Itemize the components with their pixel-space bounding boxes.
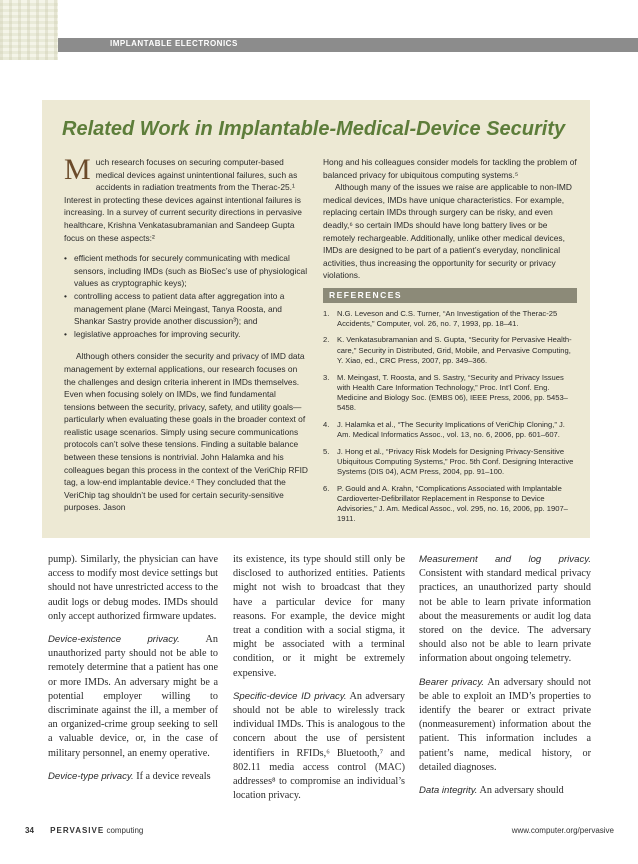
reference-item: [323, 309, 577, 329]
header-texture-overlay: [0, 0, 58, 60]
body-paragraph: [419, 784, 591, 798]
reference-item: [323, 447, 577, 478]
body-paragraph: its existence, its type should still only be disclosed to authorized entities. Patients might not wish to broadcast that they have a particular device for many reasons. For example, the device might treat a condition with a social stigma, it might be associated with a terminal condition, or it might be extremely expensive.: [233, 554, 405, 679]
body-column-2: [233, 553, 405, 812]
intro-text: uch research focuses on securing computer-based medical devices against unintentional failures, such as accidents in radiation treatments from the Therac-25.¹ Interest in protecting these devices against intentional failures is increasing. In a survey of current security directions in pervasive healthcare, Krishna Venkatasubramanian and Sandeep Gupta focus on these aspects:²: [64, 157, 302, 243]
body-paragraph: [419, 676, 591, 775]
paragraph-text: An unauthorized party should not be able to remotely determine that a patient has one or more IMDs. An adversary might be a potential employer willing to discriminate against the ill, a member of an organized-crime group seeking to sell a valuable device, or, in the case of military personnel, an enemy operative.: [48, 634, 218, 759]
body-paragraph: [48, 770, 218, 784]
paragraph-lead: Measurement and log privacy.: [419, 554, 591, 565]
magazine-name: PERVASIVE: [50, 826, 105, 835]
reference-number: 2.: [323, 335, 330, 345]
dropcap: M: [64, 153, 91, 186]
reference-text: J. Hong et al., “Privacy Risk Models for Designing Privacy-Sensitive Ubiquitous Computing Systems,” Proc. 5th Conf. Designing Interactive Systems (DIS 04), ACM Press, 2004, pp. 91–100.: [337, 446, 574, 477]
reference-item: [323, 420, 577, 440]
reference-number: 3.: [323, 372, 330, 382]
reference-item: [323, 373, 577, 414]
reference-number: 5.: [323, 446, 330, 456]
paragraph-lead: Device-type privacy.: [48, 770, 134, 782]
footer-url[interactable]: www.computer.org/pervasive: [511, 826, 614, 835]
body-paragraph: [233, 690, 405, 804]
body-paragraph: [419, 553, 591, 667]
reference-text: P. Gould and A. Krahn, “Complications Associated with Implantable Cardioverter-Defibrillator Replacement in Response to Device Advisories,” J. Am. Medical Assoc., vol. 295, no. 16, 2006, pp. 1907–1911.: [337, 483, 568, 524]
page-number: 34: [25, 826, 34, 835]
paragraph-text: If a device reveals: [133, 770, 211, 782]
paragraph-lead: Specific-device ID privacy.: [233, 690, 347, 702]
references-list: [323, 309, 577, 525]
body-column-3: [419, 553, 591, 807]
footer-left: [25, 826, 143, 835]
reference-text: K. Venkatasubramanian and S. Gupta, “Security for Pervasive Health-care,” Security in Distributed, Grid, Mobile, and Pervasive Computing, Y. Xiao, ed., CRC Press, 2007, pp. 349–366.: [337, 335, 572, 365]
section-label: IMPLANTABLE ELECTRONICS: [110, 39, 238, 48]
body-column-1: [48, 553, 218, 793]
sidebar-intro: [64, 153, 308, 244]
sidebar-paragraph: Although others consider the security and privacy of IMD data management by external applications, our research focuses on the challenges and design criteria inherent in IMDs themselves. Even when focusing solely on IMDs, we find fundamental tensions between the security, privacy, safety, and utility goals—particularly when evaluating these goals in the broader context of realistic usage scenarios. Simply using secure communications protocols can’t solve these tensions. Finding a suitable balance between these tensions is nontrivial. John Halamka and his colleagues began this process in the context of the VeriChip RFID tag, a low-end implantable device.⁴ They concluded that the VeriChip tag shouldn’t be used for certain security-sensitive purposes. Jason: [64, 351, 308, 513]
magazine-name-suffix: computing: [106, 826, 144, 835]
paragraph-text: An adversary should: [477, 785, 564, 797]
reference-item: [323, 335, 577, 366]
paragraph-text: An adversary should not be able to exploit an IMD’s properties to identify the bearer or extract private (nonmeasurement) information about the patient. This information includes a patient’s name, medical history, or detailed diagnoses.: [419, 676, 591, 773]
reference-item: [323, 484, 577, 525]
paragraph-lead: Bearer privacy.: [419, 676, 485, 688]
reference-number: 4.: [323, 419, 330, 429]
references-header: REFERENCES: [323, 288, 577, 303]
sidebar-paragraph: Although many of the issues we raise are applicable to non-IMD medical devices, IMDs have unique characteristics. For example, replacing certain IMDs through surgery can be risky, and even deadly,⁶ so certain IMDs should have long battery lives or be remotely rechargeable. Additionally, unlike other medical devices, IMDs are designed to be part of a patient’s everyday, nonclinical activities, thus increasing the opportunity for security or privacy violations.: [323, 182, 572, 281]
sidebar-left-column: [64, 153, 308, 514]
body-paragraph: [48, 633, 218, 761]
sidebar-paragraph: Hong and his colleagues consider models for tackling the problem of balanced privacy for ubiquitous computing systems.⁵: [323, 157, 577, 180]
reference-number: 1.: [323, 308, 330, 318]
reference-number: 6.: [323, 483, 330, 493]
reference-text: J. Halamka et al., “The Security Implications of VeriChip Cloning,” J. Am. Medical Informatics Assoc., vol. 13, no. 6, 2006, pp. 601–607.: [337, 419, 565, 440]
reference-text: M. Meingast, T. Roosta, and S. Sastry, “Security and Privacy Issues with Health Care Information Technology,” Proc. Int’l Conf. Eng. Medicine and Biology Soc. (EMBS 06), IEEE Press, 2006, pp. 5453–5458.: [337, 372, 568, 413]
reference-text: N.G. Leveson and C.S. Turner, “An Investigation of the Therac-25 Accidents,” Computer, vol. 26, no. 7, 1993, pp. 18–41.: [337, 308, 558, 328]
list-item: • controlling access to patient data after aggregation into a management plane (Marci Meingast, Tanya Roosta, and Shankar Sastry provide another discussion³); and: [64, 290, 308, 328]
paragraph-text: Consistent with standard medical privacy practices, an unauthorized party should not be able to learn private information about the measurements or audit log data stored on the device. The adversary should also not be able to learn private information about ongoing telemetry.: [419, 568, 591, 665]
list-item: • legislative approaches for improving security.: [64, 328, 308, 341]
paragraph-lead: Data integrity.: [419, 785, 478, 797]
paragraph-lead: Device-existence privacy.: [48, 634, 180, 646]
bullet-list: [64, 252, 308, 340]
body-paragraph: pump). Similarly, the physician can have access to modify most device settings but should not have unrestricted access to the audit logs or debug modes. IMDs should only accept authorized firmware updates.: [48, 554, 218, 622]
sidebar-right-column: [323, 156, 577, 531]
sidebar-title: Related Work in Implantable-Medical-Device Security: [62, 118, 566, 140]
list-item: • efficient methods for securely communicating with medical sensors, including IMDs (such as BioSec’s use of physiological values as cryptographic keys);: [64, 252, 308, 290]
paragraph-text: An adversary should not be able to wirelessly track individual IMDs. This is analogous to the concern about the use of persistent identifiers in RFIDs,⁶ Bluetooth,⁷ and 802.11 media access control (MAC) addresses⁸ to compromise an individual’s location privacy.: [233, 690, 405, 802]
